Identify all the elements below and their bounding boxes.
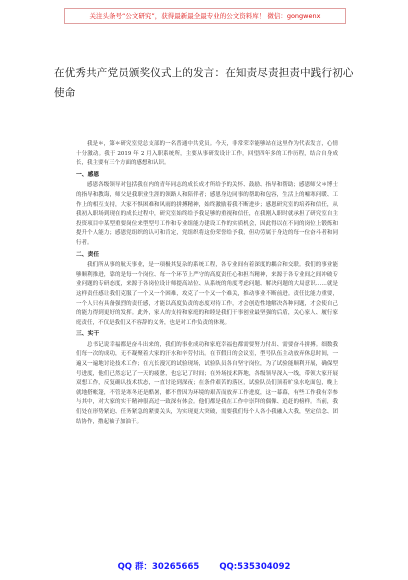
promo-banner[interactable]: 关注头条号“公文研究”，获得最新最全最专业的公文资料库！ 微信：gongwenx <box>64 8 346 24</box>
section-paragraph: 总书记说幸福都是奋斗出来的，我们的事业成功和家庭幸福也都需要努力付出、需要奋斗拼搏。细数我们每一次的成功，无不凝聚着大家的汗水和辛劳付出。在节假日的会议室，型号队伍主动放弃休息时间，一遍又一遍地讨论技术工作；在亢长漫冗的试验现场，试验队员各自坚守岗位，为了试验能顺利开展，确保型号进度，他们已然忘记了一天的疲惫，也忘记了时间；在外场技术阵地，各级领导深入一线，带领大家开展双想工作，反复确认技术状态，一直讨论到深夜；在条件艰苦的落区，试验队员们顶着旷泉水吃面包，晚上就地搭帐篷，不管是寒冬还是酷暑，都不曾因为环境的艰苦而放弃工作进度，这一幕幕，有些工作我有幸参与其中，对大家的实干精神很高过一致深有体会。他们都是我在工作中崇拜的偶像、追赶的榜样。当前，我们处在形势紧迫、任务紧急的紧要关头，为实现更大突破，需要我们每个人各小我融入大我，坚定信念、团结协作，撸起袖子加油干。 <box>76 341 338 425</box>
section-heading-responsibility: 二、责任 <box>76 251 100 258</box>
qq-number-text: QQ:535304092 <box>219 562 291 572</box>
contact-footer <box>0 560 408 572</box>
section-paragraph: 我们所从事的航天事业，是一项极其复杂的系统工程，各专业间有着深度的耦合和交联。我们的事业能够顺利推进，靠的是每一个岗位、每一个环节上严守的高度责任心和担当精神，来源于各专业间之间冲破专业问题的专研态度，来源于各岗位设计师提高站位、从系统的角度考虑问题、解决问题的大局意识……就是这样责任感让我们克服了一个又一个困难，攻克了一个又一个难关，推动事业不断前进。责任比能力重要，一个人只有具备强烈的责任感，才能以高度负责的态度对待工作，才会创造性地解决各种问题，才会使自己的能力得到更好的发挥。此外，家人的支持和家庭的和睦是我们干事创业最坚强的后盾，关心家人、履行家庭责任，不仅是我们又不容辞的义务，也是对工作负责的体现。 <box>76 262 338 326</box>
section-heading-gratitude: 一、感恩 <box>76 171 100 178</box>
intro-paragraph: 我是＊，第＊研究室党总支部的一名普通中共党员。今天，非常荣幸能够站在这里作为代表发言，心情十分激动。我于 2019 年 2 月入职系统所，主要从事研发设计工作，回望四年多的工作历程，结合自身成长，我主要有三个方面的感想和认识。 <box>76 141 338 167</box>
qq-group-text: QQ 群：30265665 <box>117 562 200 572</box>
section-paragraph: 感恩各级领导对包括我在内的青年同志的成长成才所给予的关怀、鼓励、指导和帮助；感恩师父＊博士的指导和教诲，师父是我职业生涯的领路人和陪伴者；感恩身边同事的帮助和包容，生活上的嘘寒问暖、工作上的相互支持，大家不惧困难和风雨的拼搏精神，始终激励着我不断进步；感恩研究室的培养和信任，从我初入职场到现在的成长过程中，研究室始终给予我足够的重视和信任，在我刚入职时就承担了研究室自主投资项目中某型重要岗位来型型号工作和专业组能力建设工作的实质机会，因此得以在不同的岗位上锻炼和提升个人能力；感恩党组织的认可和肯定，党组织将这份荣誉给予我，但功劳属于身边的每一位奋斗者和同行者。 <box>76 182 338 246</box>
page-title: 在优秀共产党员颁奖仪式上的发言：在知责尽责担责中践行初心使命 <box>54 67 354 99</box>
document-body <box>76 140 338 428</box>
section-heading-hard-work: 三、实干 <box>76 331 100 338</box>
